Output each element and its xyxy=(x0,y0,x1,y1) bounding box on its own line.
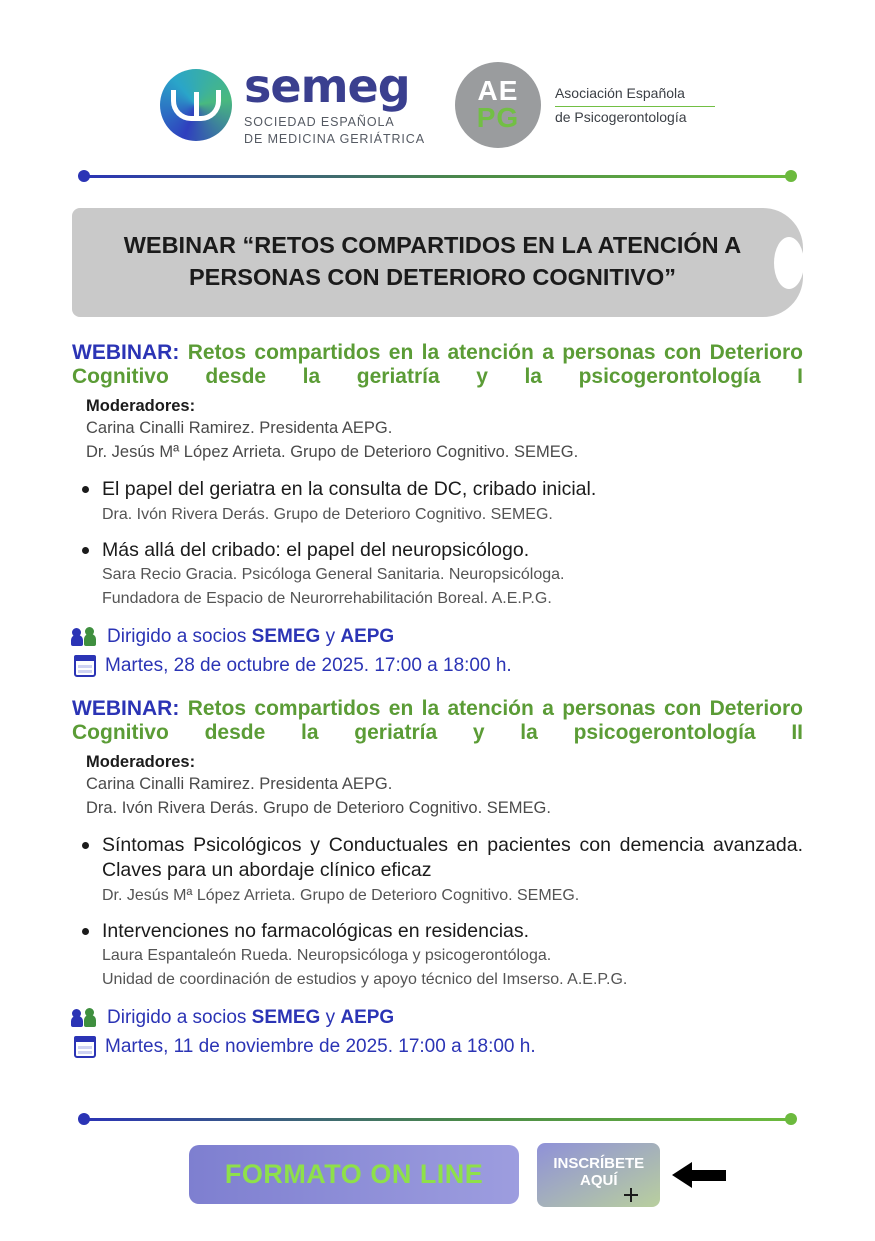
people-icon xyxy=(72,1008,98,1028)
session-2-audience-row xyxy=(72,1007,803,1029)
semeg-subtitle-line2: DE MEDICINA GERIÁTRICA xyxy=(244,131,425,146)
calendar-icon xyxy=(74,1036,96,1058)
session-2-audience-prefix: Dirigido a socios xyxy=(107,1007,252,1029)
session-1-date-row xyxy=(72,655,803,677)
divider-dot-right xyxy=(785,170,797,182)
session-1-moderator-2: Dr. Jesús Mª López Arrieta. Grupo de Deterioro Cognitivo. SEMEG. xyxy=(86,443,579,462)
sparkle-icon xyxy=(624,1188,638,1202)
divider-line xyxy=(86,175,789,178)
formato-online-button[interactable]: FORMATO ON LINE xyxy=(189,1145,520,1204)
inscribete-line1: INSCRÍBETE xyxy=(553,1154,645,1172)
aepg-logo-icon xyxy=(455,62,541,148)
title-banner-wrap xyxy=(72,208,803,317)
session-1-talk-2-speaker-line2: Fundadora de Espacio de Neurorrehabilitación Boreal. A.E.P.G. xyxy=(102,589,552,607)
session-2-date-row xyxy=(72,1036,803,1058)
page-title: WEBINAR “RETOS COMPARTIDOS EN LA ATENCIÓN A PERSONAS CON DETERIORO COGNITIVO” xyxy=(123,232,742,290)
session-1-moderator-1: Carina Cinalli Ramirez. Presidenta AEPG. xyxy=(86,419,393,438)
session-1-talk-2-speaker-line1: Sara Recio Gracia. Psicóloga General Sanitaria. Neuropsicóloga. xyxy=(102,566,565,584)
session-1-heading xyxy=(72,341,803,389)
bottom-divider xyxy=(78,1113,797,1125)
semeg-wordmark-block xyxy=(244,58,425,148)
logo-row xyxy=(0,0,875,148)
title-banner xyxy=(72,208,803,317)
aepg-name-line1: Asociación Española xyxy=(554,85,685,102)
aepg-mark-ae: AE xyxy=(477,75,519,107)
divider-line xyxy=(86,1118,789,1121)
aepg-logo xyxy=(455,62,715,148)
people-icon xyxy=(72,627,98,647)
session-1-talk-1-title: El papel del geriatra en la consulta de DC, cribado inicial. xyxy=(102,478,597,501)
semeg-logo-icon xyxy=(160,69,232,141)
session-1-moderators-colon: : xyxy=(189,397,196,416)
session-2-moderators-label xyxy=(86,753,803,772)
session-1-date-text: Martes, 28 de octubre de 2025. 17:00 a 18:00 h. xyxy=(105,655,512,677)
session-2-talk-2-speaker-line1: Laura Espantaleón Rueda. Neuropsicóloga y psicogerontóloga. xyxy=(102,947,552,965)
session-2-audience-conj: y xyxy=(320,1007,341,1029)
session-1-audience-prefix: Dirigido a socios xyxy=(107,626,252,648)
session-1-audience-row xyxy=(72,626,803,648)
session-1-title: Retos compartidos en la atención a personas con Deterioro Cognitivo desde la geriatría y la psicogerontología I xyxy=(72,341,803,389)
divider-dot-right xyxy=(785,1113,797,1125)
session-2-talk-1-speaker: Dr. Jesús Mª López Arrieta. Grupo de Deterioro Cognitivo. SEMEG. xyxy=(102,886,580,904)
session-block-1 xyxy=(72,341,803,677)
list-item xyxy=(72,477,803,526)
session-2-moderator-2: Dra. Ivón Rivera Derás. Grupo de Deterioro Cognitivo. SEMEG. xyxy=(86,799,551,818)
session-2-talk-2-title: Intervenciones no farmacológicas en residencias. xyxy=(102,920,530,943)
session-2-kicker: WEBINAR: xyxy=(72,697,180,721)
session-1-moderators-label xyxy=(86,397,803,416)
session-2-moderator-1: Carina Cinalli Ramirez. Presidenta AEPG. xyxy=(86,775,393,794)
session-2-talk-list xyxy=(72,833,803,991)
session-1-audience-text xyxy=(107,626,394,648)
inscribete-line2: AQUÍ xyxy=(580,1171,618,1189)
banner-notch xyxy=(774,237,804,289)
session-1-talk-1-speaker: Dra. Ivón Rivera Derás. Grupo de Deterioro Cognitivo. SEMEG. xyxy=(102,505,553,523)
content xyxy=(0,341,875,1058)
session-2-moderators-label-text: Moderadores xyxy=(86,753,190,772)
aepg-name-line2: de Psicogerontología xyxy=(554,108,687,125)
session-1-moderators-label-text: Moderadores xyxy=(86,397,190,416)
semeg-logo xyxy=(160,58,425,148)
aepg-mark-pg: PG xyxy=(476,102,520,133)
session-1-audience-org2: AEPG xyxy=(340,626,395,648)
session-2-heading xyxy=(72,697,803,745)
session-1-kicker: WEBINAR: xyxy=(72,341,180,365)
session-1-talk-list xyxy=(72,477,803,610)
semeg-wordmark: semeg xyxy=(244,58,410,113)
footer xyxy=(0,1113,875,1208)
session-block-2 xyxy=(72,697,803,1058)
session-2-audience-text xyxy=(107,1007,394,1029)
session-2-talk-2-speaker-line2: Unidad de coordinación de estudios y apoyo técnico del Imserso. A.E.P.G. xyxy=(102,970,628,988)
session-2-audience-org1: SEMEG xyxy=(251,1007,321,1029)
arrow-pointer-icon xyxy=(672,1162,726,1188)
calendar-icon xyxy=(74,655,96,677)
session-1-talk-2-title: Más allá del cribado: el papel del neuropsicólogo. xyxy=(102,539,530,562)
session-2-moderators-colon: : xyxy=(189,753,196,772)
button-row xyxy=(0,1143,875,1208)
top-divider xyxy=(78,170,797,182)
list-item xyxy=(72,538,803,610)
list-item xyxy=(72,919,803,991)
session-2-audience-org2: AEPG xyxy=(340,1007,395,1029)
session-1-audience-org1: SEMEG xyxy=(251,626,321,648)
session-2-date-text: Martes, 11 de noviembre de 2025. 17:00 a 18:00 h. xyxy=(105,1036,536,1058)
list-item xyxy=(72,833,803,907)
aepg-name-block xyxy=(555,83,715,127)
session-2-title: Retos compartidos en la atención a personas con Deterioro Cognitivo desde la geriatría y la psicogerontología II xyxy=(72,697,803,745)
inscribete-aqui-button[interactable] xyxy=(537,1143,660,1208)
session-2-talk-1-title: Síntomas Psicológicos y Conductuales en pacientes con demencia avanzada. Claves para un abordaje clínico eficaz xyxy=(102,833,803,882)
session-1-audience-conj: y xyxy=(320,626,341,648)
semeg-subtitle-line1: SOCIEDAD ESPAÑOLA xyxy=(244,114,395,129)
semeg-subtitle xyxy=(244,114,425,148)
